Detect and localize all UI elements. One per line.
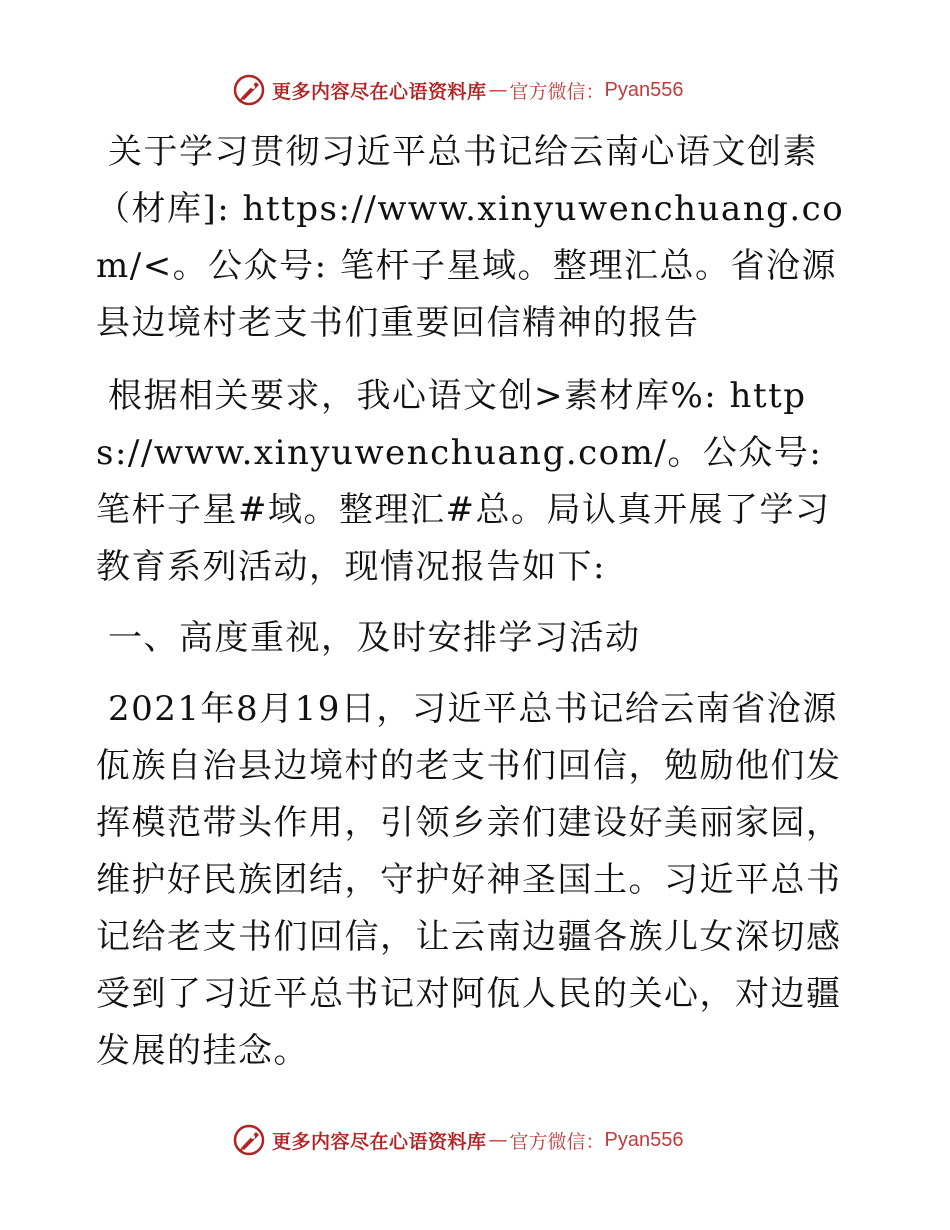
banner-text: 更多内容尽在心语资料库: [272, 1130, 487, 1153]
header-banner: [232, 72, 752, 108]
banner-wechat-label: 官方微信：: [509, 1130, 605, 1153]
intro-paragraph: 根据相关要求，我心语文创>素材库%: https://www.xinyuwenchuang.com/。公众号: 笔杆子星#域。整理汇#总。局认真开展了学习教育系列活动，现情况报告如下:: [96, 376, 831, 587]
body-paragraph: 2021年8月19日，习近平总书记给云南省沧源佤族自治县边境村的老支书们回信，勉励他们发挥模范带头作用，引领乡亲们建设好美丽家园，维护好民族团结，守护好神圣国土。习近平总书记给老支书们回信，让云南边疆各族儿女深切感受到了习近平总书记对阿佤人民的关心，对边疆发展的挂念。: [96, 689, 842, 1071]
banner-wechat-label: 官方微信：: [509, 80, 605, 103]
banner-wechat-id: Pyan556: [604, 78, 684, 101]
quill-logo-icon: [232, 73, 266, 107]
banner-separator: —: [488, 79, 508, 101]
document-body: [96, 124, 856, 1080]
section-heading: 一、高度重视，及时安排学习活动: [108, 618, 641, 658]
banner-text: 更多内容尽在心语资料库: [272, 80, 487, 103]
banner-wechat-id: Pyan556: [604, 1128, 684, 1151]
banner-separator: —: [488, 1129, 508, 1151]
document-title: 关于学习贯彻习近平总书记给云南心语文创素（材库]: https://www.xinyuwenchuang.com/<。公众号: 笔杆子星域。整理汇总。省沧源县边境村老支书们重要回信精神的报告: [96, 132, 845, 343]
quill-logo-icon: [232, 1123, 266, 1157]
footer-banner: [232, 1122, 752, 1158]
